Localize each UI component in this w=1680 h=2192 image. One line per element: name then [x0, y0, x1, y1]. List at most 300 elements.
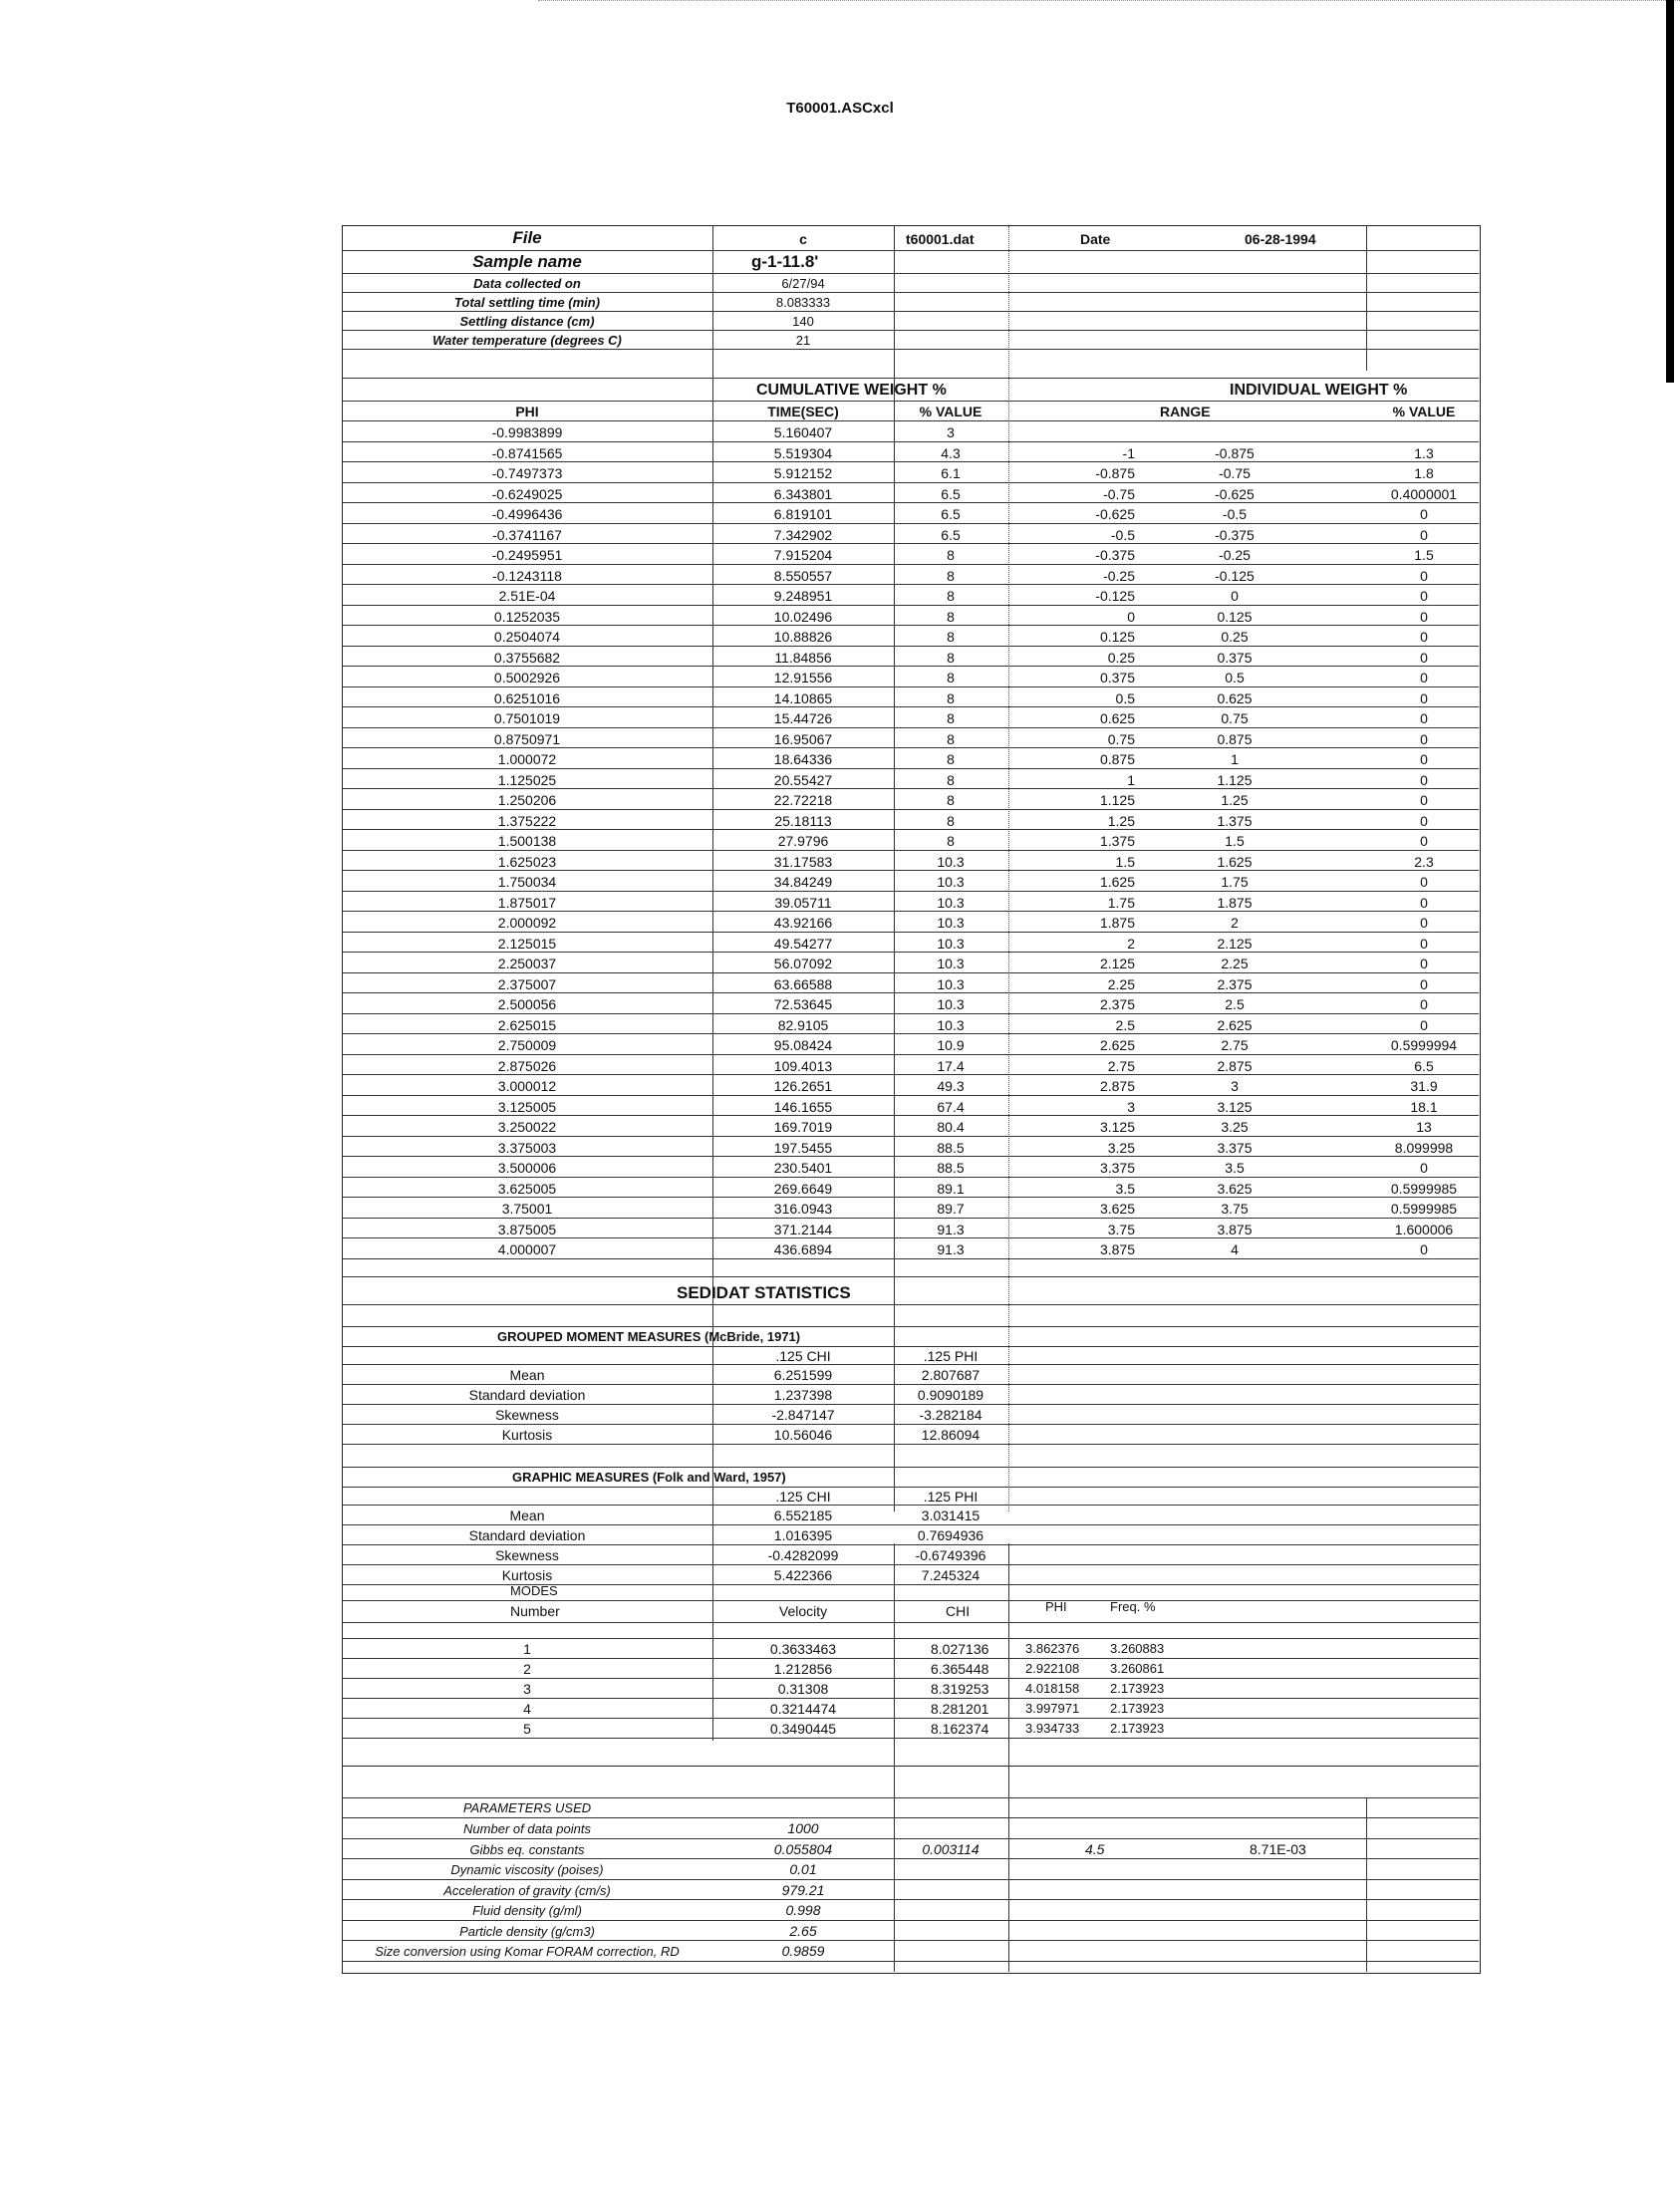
graphic-label: Mean — [509, 1507, 545, 1523]
param-constant-d: 8.71E-03 — [1250, 1840, 1306, 1857]
graphic-row — [343, 1565, 1479, 1585]
moment-col-phi: .125 PHI — [923, 1348, 979, 1364]
param-row — [343, 1921, 1479, 1942]
moment-label: Standard deviation — [468, 1387, 586, 1403]
scan-edge-bar — [1666, 0, 1674, 383]
cumulative-value: 89.1 — [937, 1180, 965, 1197]
header-info-value: 8.083333 — [775, 295, 831, 310]
range-start: 0 — [1127, 608, 1135, 625]
range-end: 3 — [1231, 1078, 1239, 1094]
cumulative-value: 8 — [947, 771, 955, 788]
time-value: 8.550557 — [773, 567, 833, 584]
cumulative-value: 10.3 — [937, 996, 965, 1012]
cumulative-value: 8 — [947, 833, 955, 849]
scan-top-edge — [538, 0, 1680, 1]
range-start: 2.625 — [1099, 1037, 1135, 1053]
range-start: 0.875 — [1099, 751, 1135, 767]
time-value: 82.9105 — [777, 1016, 829, 1033]
cumulative-value: 8 — [947, 629, 955, 645]
time-value: 230.5401 — [773, 1160, 833, 1176]
moment-row — [343, 1365, 1479, 1385]
individual-value: 0 — [1420, 996, 1428, 1012]
individual-value: 1.5 — [1414, 547, 1434, 563]
modes-col-phi: PHI — [1045, 1599, 1067, 1614]
graphic-label: Skewness — [495, 1547, 559, 1563]
range-end: 3.75 — [1221, 1201, 1249, 1217]
graphic-label: Kurtosis — [501, 1567, 553, 1583]
cumulative-value: 8 — [947, 689, 955, 706]
phi-value: -0.7497373 — [491, 465, 563, 481]
graphic-row — [343, 1506, 1479, 1525]
phi-value: -0.2495951 — [491, 547, 563, 563]
params-title-row — [343, 1798, 1479, 1818]
individual-value: 31.9 — [1410, 1078, 1438, 1094]
weight-row — [343, 544, 1479, 565]
range-end: 1.5 — [1225, 833, 1245, 849]
param-row — [343, 1900, 1479, 1921]
individual-value: 0 — [1420, 812, 1428, 829]
col-cum-value: % VALUE — [919, 404, 982, 419]
time-value: 22.72218 — [773, 792, 833, 808]
individual-value: 0.5999985 — [1390, 1201, 1458, 1217]
cumulative-value: 6.5 — [941, 506, 961, 522]
moment-label: Skewness — [495, 1407, 559, 1423]
mode-row — [343, 1699, 1479, 1719]
range-end: -0.375 — [1215, 526, 1255, 543]
time-value: 146.1655 — [773, 1098, 833, 1115]
range-end: 1.75 — [1221, 874, 1249, 890]
header-info-value: 21 — [795, 333, 811, 348]
phi-value: 1.250206 — [497, 792, 557, 808]
modes-col-number: Number — [510, 1603, 560, 1619]
mode-row — [343, 1659, 1479, 1679]
phi-value: 3.125005 — [497, 1098, 557, 1115]
mode-freq: 3.260861 — [1110, 1661, 1165, 1676]
phi-value: 0.3755682 — [493, 649, 561, 666]
cumulative-value: 10.3 — [937, 935, 965, 952]
weights-spacer-row — [343, 1259, 1479, 1278]
param-constant-c: 4.5 — [1085, 1840, 1105, 1857]
individual-value: 6.5 — [1414, 1057, 1434, 1074]
time-value: 5.912152 — [773, 465, 833, 481]
range-start: 3.625 — [1099, 1201, 1135, 1217]
mode-freq: 2.173923 — [1110, 1681, 1165, 1696]
cumulative-value: 10.3 — [937, 1016, 965, 1033]
range-end: 2.125 — [1217, 935, 1253, 952]
cumulative-value: 6.5 — [941, 485, 961, 502]
graphic-chi: 6.552185 — [773, 1507, 833, 1523]
time-value: 20.55427 — [773, 771, 833, 788]
modes-end-row — [343, 1739, 1479, 1767]
weight-row — [343, 421, 1479, 442]
moment-row — [343, 1385, 1479, 1405]
param-label: Particle density (g/cm3) — [459, 1923, 595, 1939]
phi-value: -0.3741167 — [492, 526, 562, 543]
cumulative-value: 10.3 — [937, 894, 965, 911]
graphic-title-row — [343, 1468, 1479, 1488]
param-value: 0.9859 — [781, 1943, 825, 1959]
param-value: 2.65 — [789, 1922, 817, 1939]
stats-title-row — [343, 1277, 1479, 1305]
moment-phi: -3.282184 — [919, 1407, 982, 1423]
graphic-phi: 3.031415 — [921, 1507, 980, 1523]
individual-value: 0 — [1420, 608, 1428, 625]
weight-row — [343, 769, 1479, 790]
weight-row — [343, 912, 1479, 933]
weight-row — [343, 707, 1479, 728]
range-end: 0.625 — [1217, 689, 1253, 706]
mode-chi: 8.281201 — [931, 1701, 989, 1717]
range-start: -0.5 — [1110, 526, 1135, 543]
mode-velocity: 1.212856 — [773, 1661, 833, 1677]
range-end: 2.375 — [1217, 975, 1253, 992]
spreadsheet-printout — [342, 225, 1481, 1974]
mode-phi: 4.018158 — [1025, 1681, 1080, 1696]
range-end: -0.5 — [1222, 506, 1248, 522]
param-value: 0.01 — [789, 1861, 817, 1877]
modes-col-freq: Freq. % — [1110, 1599, 1156, 1614]
range-start: 3.75 — [1107, 1221, 1135, 1237]
file-label: File — [512, 228, 542, 247]
mode-number: 3 — [523, 1681, 531, 1697]
cumulative-value: 10.9 — [937, 1037, 965, 1053]
range-start: -0.25 — [1103, 567, 1135, 584]
weight-row — [343, 1137, 1479, 1158]
individual-value: 0 — [1420, 567, 1428, 584]
phi-value: 1.625023 — [497, 853, 557, 870]
time-value: 5.160407 — [773, 424, 833, 440]
individual-value: 0 — [1420, 710, 1428, 726]
range-start: 1.5 — [1115, 853, 1135, 870]
mode-phi: 3.934733 — [1025, 1721, 1080, 1736]
cumulative-value: 8 — [947, 710, 955, 726]
cumulative-value: 8 — [947, 792, 955, 808]
col-time: TIME(SEC) — [767, 404, 839, 419]
range-start: 2 — [1127, 935, 1135, 952]
cumulative-value: 17.4 — [937, 1057, 965, 1074]
individual-value: 1.8 — [1414, 465, 1434, 481]
individual-value: 1.600006 — [1394, 1221, 1454, 1237]
moment-row — [343, 1425, 1479, 1445]
phi-value: -0.9983899 — [491, 424, 563, 440]
time-value: 95.08424 — [773, 1037, 833, 1053]
time-value: 7.915204 — [773, 547, 833, 563]
range-start: 1.625 — [1099, 874, 1135, 890]
range-end: 3.625 — [1217, 1180, 1253, 1197]
range-start: 0.25 — [1107, 649, 1135, 666]
time-value: 6.819101 — [773, 506, 833, 522]
mode-chi: 6.365448 — [931, 1661, 989, 1677]
graphic-row — [343, 1545, 1479, 1565]
cumulative-value: 88.5 — [937, 1139, 965, 1156]
phi-value: 1.000072 — [497, 751, 557, 767]
cumulative-value: 8 — [947, 547, 955, 563]
weight-row — [343, 503, 1479, 524]
weight-row — [343, 993, 1479, 1014]
range-start: 1.75 — [1107, 894, 1135, 911]
weight-row — [343, 1116, 1479, 1137]
cumulative-value: 8 — [947, 649, 955, 666]
range-start: 1.875 — [1099, 915, 1135, 931]
phi-value: 3.875005 — [497, 1221, 557, 1237]
graphic-chi: 1.016395 — [773, 1527, 833, 1543]
individual-value: 1.3 — [1414, 444, 1434, 461]
param-constant-b: 0.003114 — [922, 1840, 980, 1857]
weight-row — [343, 789, 1479, 810]
range-end: 3.125 — [1217, 1098, 1253, 1115]
param-label: Number of data points — [463, 1821, 591, 1836]
weight-row — [343, 667, 1479, 687]
time-value: 31.17583 — [773, 853, 833, 870]
time-value: 169.7019 — [773, 1119, 833, 1135]
range-end: 2.625 — [1217, 1016, 1253, 1033]
phi-value: 2.125015 — [497, 935, 557, 952]
weight-row — [343, 973, 1479, 994]
weight-row — [343, 687, 1479, 708]
time-value: 197.5455 — [773, 1139, 833, 1156]
range-end: 0.25 — [1221, 629, 1249, 645]
individual-value: 0 — [1420, 1016, 1428, 1033]
param-row — [343, 1818, 1479, 1839]
phi-value: 2.51E-04 — [498, 588, 556, 604]
param-label: Gibbs eq. constants — [469, 1841, 585, 1857]
phi-value: 0.5002926 — [493, 670, 561, 685]
graphic-col-chi: .125 CHI — [775, 1489, 831, 1505]
weight-row — [343, 1219, 1479, 1239]
weight-row — [343, 483, 1479, 504]
mode-phi: 2.922108 — [1025, 1661, 1080, 1676]
phi-value: 1.875017 — [497, 894, 557, 911]
time-value: 34.84249 — [773, 874, 833, 890]
individual-value: 0.5999994 — [1390, 1037, 1458, 1053]
moment-title: GROUPED MOMENT MEASURES (McBride, 1971) — [497, 1329, 801, 1344]
range-end: 0.875 — [1217, 730, 1253, 747]
cumulative-value: 8 — [947, 812, 955, 829]
param-value: 979.21 — [781, 1881, 825, 1898]
individual-value: 0 — [1420, 751, 1428, 767]
mode-row — [343, 1639, 1479, 1659]
time-value: 6.343801 — [773, 485, 833, 502]
phi-value: 2.875026 — [497, 1057, 557, 1074]
modes-spacer-row — [343, 1623, 1479, 1639]
weight-row — [343, 565, 1479, 586]
range-end: 2.5 — [1225, 996, 1245, 1012]
weight-row — [343, 1096, 1479, 1117]
range-start: 2.5 — [1115, 1016, 1135, 1033]
weight-row — [343, 892, 1479, 913]
graphic-chi: -0.4282099 — [767, 1547, 839, 1563]
moment-phi: 2.807687 — [921, 1367, 980, 1383]
weight-row — [343, 647, 1479, 668]
individual-value: 0 — [1420, 730, 1428, 747]
range-start: -0.75 — [1103, 485, 1135, 502]
header-info-label: Water temperature (degrees C) — [432, 333, 622, 348]
time-value: 269.6649 — [773, 1180, 833, 1197]
individual-title: INDIVIDUAL WEIGHT % — [1230, 382, 1408, 399]
individual-value: 0 — [1420, 670, 1428, 685]
header-info-row — [343, 274, 1479, 293]
stats-title: SEDIDAT STATISTICS — [677, 1283, 851, 1302]
phi-value: 1.375222 — [497, 812, 557, 829]
phi-value: -0.6249025 — [491, 485, 563, 502]
phi-value: 3.500006 — [497, 1160, 557, 1176]
graphic-header-row — [343, 1488, 1479, 1506]
col-ind-value: % VALUE — [1392, 404, 1456, 419]
weight-row — [343, 851, 1479, 872]
cumulative-value: 3 — [947, 424, 955, 440]
params-spacer-row — [343, 1767, 1479, 1798]
graphic-col-phi: .125 PHI — [923, 1489, 979, 1505]
cumulative-value: 4.3 — [941, 444, 961, 461]
individual-value: 0 — [1420, 833, 1428, 849]
cumulative-value: 89.7 — [937, 1201, 965, 1217]
mode-number: 1 — [523, 1641, 531, 1657]
individual-value: 0 — [1420, 506, 1428, 522]
stats-spacer-row — [343, 1305, 1479, 1327]
date-value: 06-28-1994 — [1245, 231, 1316, 247]
weight-row — [343, 1075, 1479, 1096]
range-start: 0.625 — [1099, 710, 1135, 726]
range-start: -0.625 — [1095, 506, 1135, 522]
range-end: -0.25 — [1219, 547, 1251, 563]
range-end: 0.375 — [1217, 649, 1253, 666]
sample-row — [343, 251, 1479, 274]
mode-chi: 8.162374 — [931, 1721, 989, 1737]
weight-row — [343, 1238, 1479, 1259]
phi-value: 1.500138 — [497, 833, 557, 849]
time-value: 316.0943 — [773, 1201, 833, 1217]
header-info-label: Total settling time (min) — [453, 295, 601, 310]
time-value: 56.07092 — [773, 956, 833, 971]
mode-freq: 2.173923 — [1110, 1721, 1165, 1736]
mode-velocity: 0.3214474 — [769, 1701, 837, 1717]
time-value: 49.54277 — [773, 935, 833, 952]
graphic-label: Standard deviation — [468, 1527, 586, 1543]
range-start: -0.375 — [1095, 547, 1135, 563]
phi-value: 1.750034 — [497, 874, 557, 890]
cumulative-value: 10.3 — [937, 874, 965, 890]
range-start: 2.375 — [1099, 996, 1135, 1012]
time-value: 63.66588 — [773, 975, 833, 992]
weight-row — [343, 1014, 1479, 1035]
cumulative-value: 49.3 — [937, 1078, 965, 1094]
graphic-phi: 7.245324 — [921, 1567, 980, 1583]
cumulative-title: CUMULATIVE WEIGHT % — [756, 382, 947, 399]
date-label: Date — [1080, 231, 1111, 247]
param-row — [343, 1839, 1479, 1860]
weight-row — [343, 953, 1479, 973]
mode-chi: 8.027136 — [931, 1641, 989, 1657]
range-end: 1.375 — [1217, 812, 1253, 829]
cumulative-value: 8 — [947, 588, 955, 604]
range-start: 0.75 — [1107, 730, 1135, 747]
range-end: 3.25 — [1221, 1119, 1249, 1135]
moment-phi: 0.9090189 — [917, 1387, 984, 1403]
header-info-value: 140 — [792, 314, 814, 329]
cumulative-value: 6.1 — [941, 465, 961, 481]
mode-phi: 3.862376 — [1025, 1641, 1080, 1656]
individual-value: 0 — [1420, 956, 1428, 971]
range-end: -0.75 — [1219, 465, 1251, 481]
individual-value: 0 — [1420, 915, 1428, 931]
moment-label: Mean — [509, 1367, 545, 1383]
range-end: 2.75 — [1221, 1037, 1249, 1053]
range-start: 1 — [1127, 771, 1135, 788]
cumulative-value: 8 — [947, 751, 955, 767]
moment-title-row — [343, 1327, 1479, 1347]
range-end: 1.25 — [1221, 792, 1249, 808]
individual-value: 0 — [1420, 526, 1428, 543]
time-value: 14.10865 — [773, 689, 833, 706]
time-value: 11.84856 — [774, 649, 832, 666]
sample-label: Sample name — [472, 252, 582, 271]
range-start: 1.375 — [1099, 833, 1135, 849]
individual-value: 0 — [1420, 975, 1428, 992]
individual-value: 13 — [1416, 1119, 1432, 1135]
range-start: -1 — [1122, 444, 1135, 461]
time-value: 9.248951 — [773, 588, 833, 604]
header-spacer-row — [343, 350, 1479, 379]
individual-value: 0 — [1420, 894, 1428, 911]
weight-col-header-row — [343, 402, 1479, 421]
param-row — [343, 1941, 1479, 1962]
moment-label: Kurtosis — [501, 1427, 553, 1443]
individual-value: 0 — [1420, 649, 1428, 666]
cumulative-value: 91.3 — [937, 1241, 965, 1257]
time-value: 12.91556 — [773, 670, 833, 685]
header-info-label: Data collected on — [473, 276, 581, 291]
param-label: Fluid density (g/ml) — [472, 1903, 582, 1918]
mode-velocity: 0.3633463 — [769, 1641, 837, 1657]
file-col-b: c — [799, 231, 807, 247]
weight-title-row — [343, 379, 1479, 402]
cumulative-value: 10.3 — [937, 956, 965, 971]
modes-col-velocity: Velocity — [778, 1603, 828, 1619]
range-end: 1.125 — [1217, 771, 1253, 788]
document-title: T60001.ASCxcl — [786, 100, 894, 117]
cumulative-value: 88.5 — [937, 1160, 965, 1176]
range-start: 2.125 — [1099, 956, 1135, 971]
weight-row — [343, 1157, 1479, 1178]
individual-value: 0 — [1420, 1160, 1428, 1176]
header-info-label: Settling distance (cm) — [459, 314, 595, 329]
cumulative-value: 91.3 — [937, 1221, 965, 1237]
param-label: Size conversion using Komar FORAM correction, RD — [375, 1944, 680, 1959]
mode-chi: 8.319253 — [931, 1681, 989, 1697]
file-name: t60001.dat — [906, 231, 975, 247]
mode-phi: 3.997971 — [1025, 1701, 1080, 1716]
individual-value: 0.4000001 — [1390, 485, 1458, 502]
weight-row — [343, 606, 1479, 627]
individual-value: 0 — [1420, 588, 1428, 604]
individual-value: 0 — [1420, 1241, 1428, 1257]
weight-row — [343, 585, 1479, 606]
phi-value: 0.1252035 — [493, 608, 561, 625]
moment-header-row — [343, 1347, 1479, 1365]
param-value: 0.055804 — [773, 1840, 833, 1857]
graphic-chi: 5.422366 — [773, 1567, 833, 1583]
range-start: -0.125 — [1095, 588, 1135, 604]
range-end: 1 — [1231, 751, 1239, 767]
phi-value: 2.750009 — [497, 1037, 557, 1053]
cumulative-value: 10.3 — [937, 915, 965, 931]
individual-value: 8.099998 — [1394, 1139, 1454, 1156]
range-start: 3 — [1127, 1098, 1135, 1115]
modes-header-row — [343, 1583, 1479, 1623]
time-value: 43.92166 — [773, 915, 833, 931]
graphic-phi: -0.6749396 — [915, 1547, 986, 1563]
params-title: PARAMETERS USED — [462, 1800, 592, 1815]
